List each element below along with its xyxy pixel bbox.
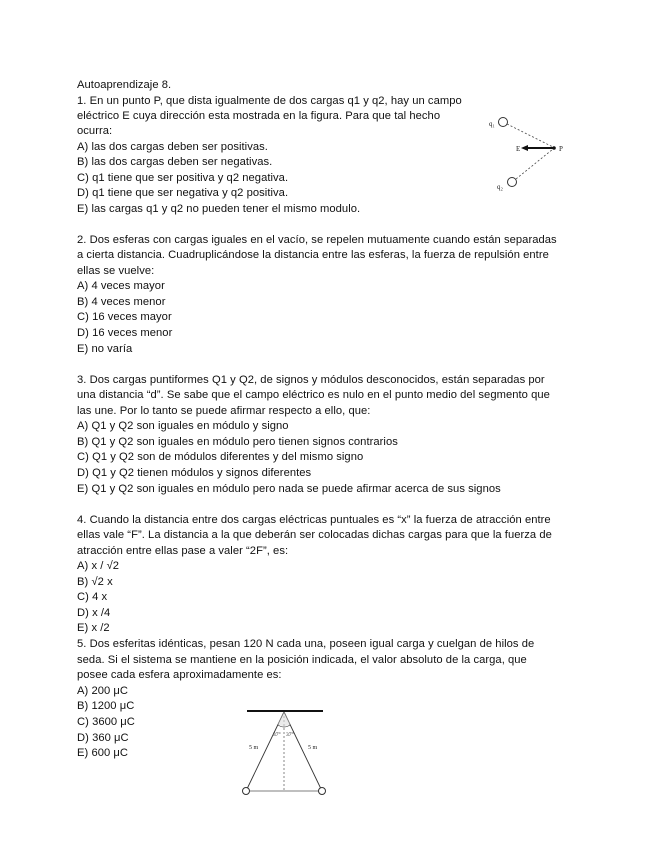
q1-text-line: eléctrico E cuya dirección esta mostrada en la figura. Para que tal hecho — [77, 110, 441, 122]
q4-option-c: C) 4 x — [77, 591, 108, 603]
q1-charge-circle — [499, 118, 508, 127]
q1-text-line: 1. En un punto P, que dista igualmente de dos cargas q1 y q2, hay un campo — [77, 95, 462, 107]
q4-text-line: 4. Cuando la distancia entre dos cargas eléctricas puntuales es “x” la fuerza de atracción entre — [77, 514, 551, 526]
q2-option-a: A) 4 veces mayor — [77, 280, 165, 292]
q5-text-line: seda. Si el sistema se mantiene en la posición indicada, el valor absoluto de la carga, que — [77, 654, 527, 666]
angle-left-label: 37° — [273, 732, 281, 738]
q2-text-line: ellas se vuelve: — [77, 265, 155, 277]
q4-option-e: E) x /2 — [77, 622, 110, 634]
q5-option-d: D) 360 μC — [77, 732, 129, 744]
q4-option-b: B) √2 x — [77, 576, 113, 588]
q1-field-figure — [485, 110, 575, 195]
q5-option-e: E) 600 μC — [77, 747, 129, 759]
q5-pendulum-figure — [235, 705, 335, 800]
q4-option-d: D) x /4 — [77, 607, 111, 619]
q2-charge-label: q₂ — [497, 183, 503, 191]
q3-option-e: E) Q1 y Q2 son iguales en módulo pero nada se puede afirmar acerca de sus signos — [77, 483, 501, 495]
q1-option-e: E) las cargas q1 y q2 no pueden tener el mismo modulo. — [77, 203, 361, 215]
q3-text-line: una distancia “d”. Se sabe que el campo eléctrico es nulo en el punto medio del segmento que — [77, 389, 550, 401]
q2-text-line: 2. Dos esferas con cargas iguales en el vacío, se repelen mutuamente cuando están separadas — [77, 234, 557, 246]
q2-option-d: D) 16 veces menor — [77, 327, 173, 339]
q1-text-line: ocurra: — [77, 125, 113, 137]
q2-option-b: B) 4 veces menor — [77, 296, 166, 308]
q1-option-c: C) q1 tiene que ser positiva y q2 negativa. — [77, 172, 289, 184]
q5-text-line: posee cada esfera aproximadamente es: — [77, 669, 282, 681]
q5-text-line: 5. Dos esferitas idénticas, pesan 120 N cada una, poseen igual carga y cuelgan de hilos de — [77, 638, 535, 650]
q3-option-b: B) Q1 y Q2 son iguales en módulo pero tienen signos contrarios — [77, 436, 398, 448]
q5-option-c: C) 3600 μC — [77, 716, 135, 728]
angle-wedge — [278, 712, 290, 726]
q2-option-c: C) 16 veces mayor — [77, 311, 172, 323]
q4-text-line: atracción entre ellas pase a valer “2F”, es: — [77, 545, 289, 557]
q1-option-a: A) las dos cargas deben ser positivas. — [77, 141, 268, 153]
right-length-label: 5 m — [308, 745, 318, 751]
q5-option-b: B) 1200 μC — [77, 700, 135, 712]
q1-charge-label: q₁ — [489, 120, 495, 128]
q2-option-e: E) no varía — [77, 343, 133, 355]
field-arrowhead-icon — [521, 145, 528, 151]
field-label: E — [516, 145, 521, 153]
q3-option-c: C) Q1 y Q2 son de módulos diferentes y del mismo signo — [77, 451, 364, 463]
q3-option-a: A) Q1 y Q2 son iguales en módulo y signo — [77, 420, 289, 432]
q3-text-line: 3. Dos cargas puntiformes Q1 y Q2, de signos y módulos desconocidos, están separadas por — [77, 374, 545, 386]
q1-dashed-line — [507, 124, 553, 147]
q4-option-a: A) x / √2 — [77, 560, 120, 572]
q2-dashed-line — [516, 149, 553, 179]
document-title: Autoaprendizaje 8. — [77, 79, 172, 91]
q3-text-line: las une. Por lo tanto se puede afirmar respecto a ello, que: — [77, 405, 371, 417]
left-sphere — [243, 788, 250, 795]
point-p-dot — [552, 146, 556, 150]
q4-text-line: ellas vale “F”. La distancia a la que deberán ser colocadas dichas cargas para que la fuerza de — [77, 529, 552, 541]
point-p-label: P — [559, 145, 563, 153]
q1-option-b: B) las dos cargas deben ser negativas. — [77, 156, 273, 168]
q2-text-line: a cierta distancia. Cuadruplicándose la distancia entre las esferas, la fuerza de repulsión entre — [77, 249, 549, 261]
q1-option-d: D) q1 tiene que ser negativa y q2 positiva. — [77, 187, 289, 199]
q2-charge-circle — [508, 178, 517, 187]
q5-option-a: A) 200 μC — [77, 685, 129, 697]
left-length-label: 5 m — [249, 745, 259, 751]
angle-right-label: 37° — [286, 732, 294, 738]
q3-option-d: D) Q1 y Q2 tienen módulos y signos diferentes — [77, 467, 312, 479]
right-sphere — [319, 788, 326, 795]
